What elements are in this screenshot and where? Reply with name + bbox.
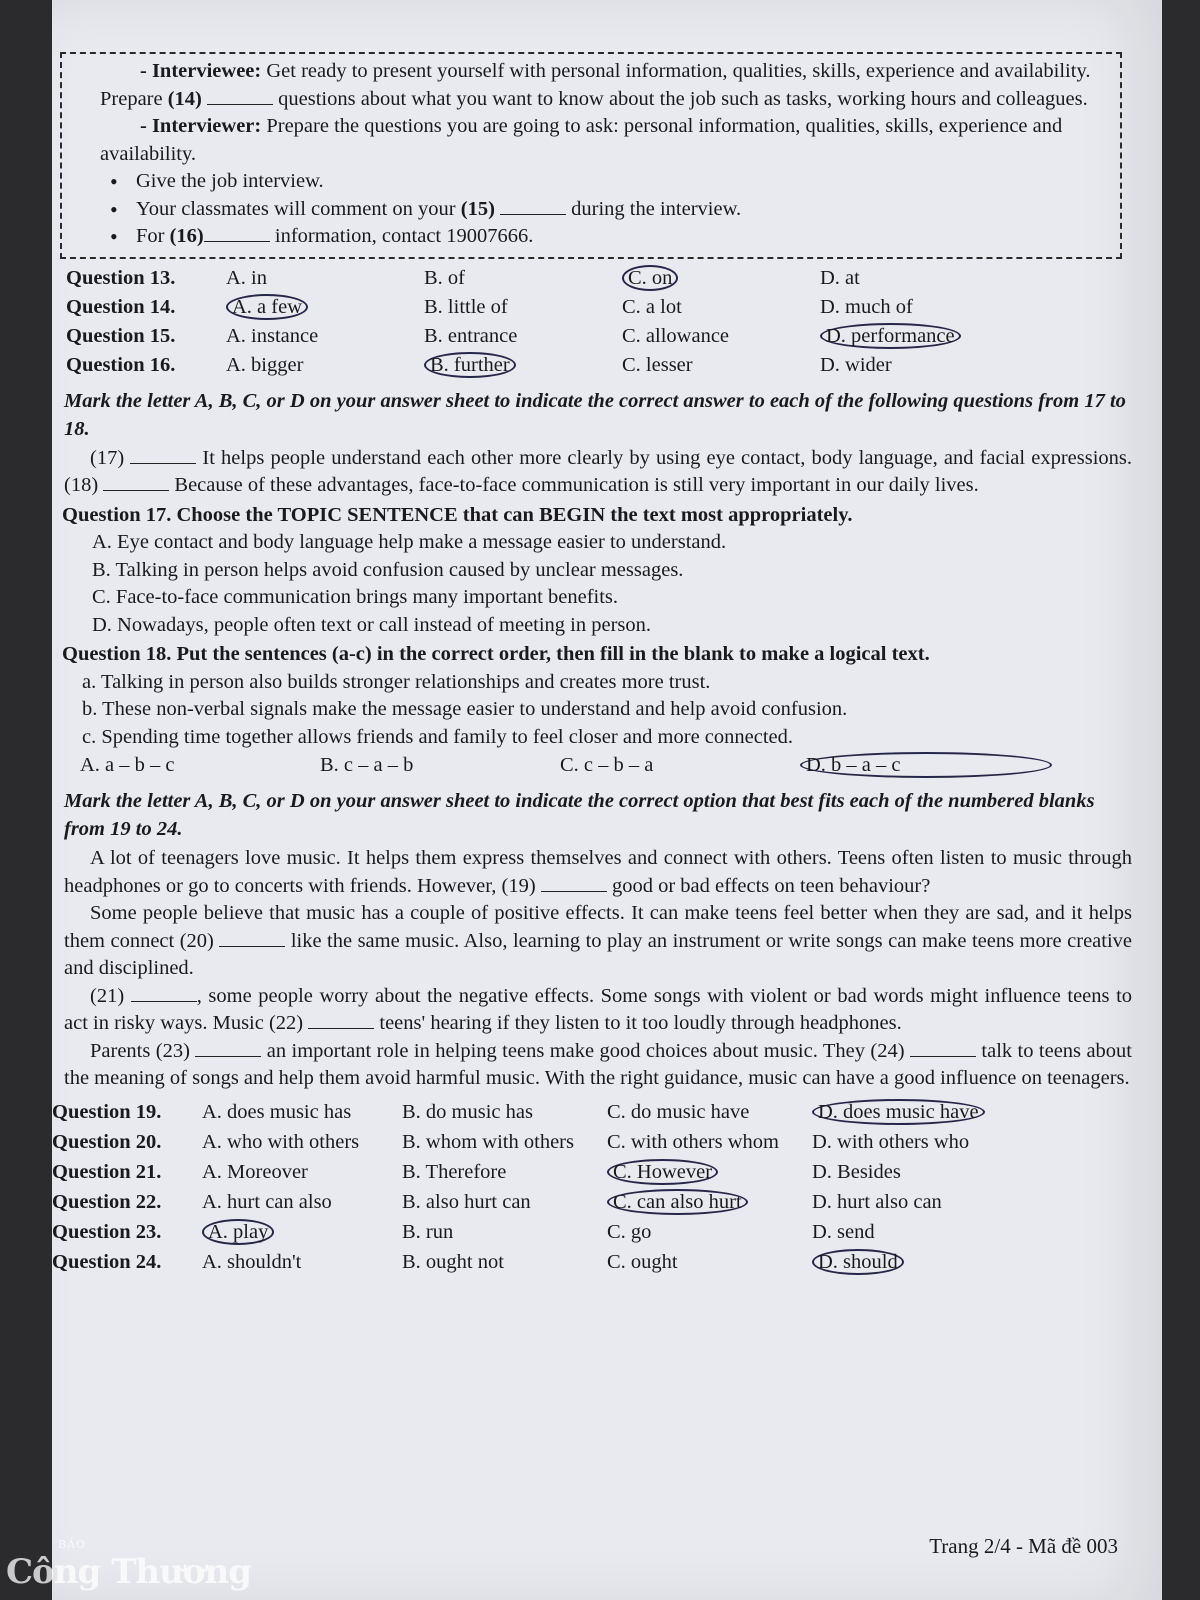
passage-paragraph-4 <box>64 1038 1132 1093</box>
bullet-3-text-b: information, contact 19007666. <box>269 225 534 247</box>
question-number: Question 14. <box>66 296 176 319</box>
option-a[interactable]: A. instance <box>226 325 319 348</box>
option-d[interactable]: D. with others who <box>812 1130 970 1153</box>
option-a[interactable]: A. shouldn't <box>202 1250 302 1273</box>
option-b[interactable]: B. entrance <box>424 325 518 348</box>
option-b[interactable]: B. ought not <box>402 1250 504 1273</box>
blank-19 <box>541 875 607 892</box>
option-b[interactable]: B. Therefore <box>402 1160 507 1183</box>
blank-18-label: (18) <box>64 474 99 496</box>
interviewer-paragraph <box>100 113 1110 168</box>
option-c[interactable]: C. ought <box>607 1250 678 1273</box>
option-a[interactable]: A. bigger <box>226 354 304 377</box>
p3-text-a: , some people worry about the negative effects. Some songs with violent or bad words might influence teens to act in risky ways. Music <box>64 984 1133 1034</box>
interviewer-label: - Interviewer: <box>140 115 262 137</box>
option-b[interactable]: B. also hurt can <box>402 1190 531 1213</box>
bullet-item <box>100 223 1110 251</box>
bullet-3-text-a: For <box>136 225 170 247</box>
option-d[interactable]: D. at <box>820 267 860 290</box>
blank-22-label: (22) <box>268 1012 304 1034</box>
p4-text-b: an important role in helping teens make good choices about music. They <box>261 1039 871 1062</box>
option-b[interactable]: B. run <box>402 1220 454 1243</box>
blank-23 <box>195 1040 261 1057</box>
interviewee-text-2: questions about what you want to know about the job such as tasks, working hours and colleagues. <box>273 87 1088 110</box>
blank-14-label: (14) <box>167 87 202 110</box>
option-a[interactable]: A. does music has <box>202 1100 352 1123</box>
bullet-item: • Give the job interview. <box>100 168 1110 196</box>
q18-sentence-b: b. These non-verbal signals make the message easier to understand and help avoid confusion. <box>82 698 848 720</box>
q18-option-b[interactable]: B. c – a – b <box>320 754 414 777</box>
p4-text-c: talk to teens about the meaning of songs and help them avoid harmful music. With the right guidance, music can have a good influence on teenagers. <box>64 1039 1132 1089</box>
page-footer: Trang 2/4 - Mã đề 003 <box>929 1534 1118 1558</box>
blank-24-label: (24) <box>870 1039 905 1062</box>
blank-24 <box>910 1040 976 1057</box>
blank-15 <box>500 198 566 215</box>
q18-option-c[interactable]: C. c – b – a <box>560 754 654 777</box>
p3-text-b: teens' hearing if they listen to it too loudly through headphones. <box>374 1012 902 1034</box>
blank-19-label: (19) <box>501 874 536 897</box>
question-number: Question 16. <box>66 354 176 377</box>
option-d[interactable]: D. much of <box>820 296 913 319</box>
blank-18 <box>103 474 169 491</box>
passage-text-1: It helps people understand each other more clearly by using eye contact, body language, and facial expressions. <box>196 446 1132 469</box>
bullet-item <box>100 196 1110 224</box>
passage-text-2: Because of these advantages, face-to-face communication is still very important in our daily lives. <box>169 474 979 496</box>
question-number: Question 19. <box>52 1100 162 1123</box>
blank-22 <box>308 1012 374 1029</box>
passage-paragraph-2 <box>64 900 1132 983</box>
q17-option-b[interactable]: B. Talking in person helps avoid confusion caused by unclear messages. <box>92 558 684 581</box>
interviewee-text-1: Get ready to present yourself with personal information, qualities, skills, experience and availability. Prepare <box>100 60 1091 110</box>
q18-sentence-a: a. Talking in person also builds stronger relationships and creates more trust. <box>82 670 711 693</box>
questions-13-16 <box>52 265 1132 381</box>
question-number: Question 21. <box>52 1160 162 1183</box>
question-number: Question 13. <box>66 267 176 290</box>
interviewee-paragraph <box>100 58 1110 113</box>
option-a[interactable]: A. hurt can also <box>202 1190 332 1213</box>
option-a-circled[interactable]: A. a few <box>226 294 308 320</box>
passage-17-18 <box>64 445 1132 500</box>
blank-14 <box>207 88 273 105</box>
blank-15-label: (15) <box>460 197 495 220</box>
option-d[interactable]: D. Besides <box>812 1160 901 1183</box>
blank-23-label: (23) <box>155 1039 190 1062</box>
option-a[interactable]: A. who with others <box>202 1130 360 1153</box>
blank-20-label: (20) <box>179 929 214 952</box>
q18-options <box>52 751 1132 781</box>
interviewee-label: - Interviewee: <box>140 60 262 82</box>
watermark-text: Công Thương <box>6 1552 251 1592</box>
option-b[interactable]: B. of <box>424 267 465 290</box>
exam-content <box>52 52 1132 1277</box>
question-number: Question 23. <box>52 1220 162 1243</box>
option-d[interactable]: D. hurt also can <box>812 1190 942 1213</box>
q18-sentence-c: c. Spending time together allows friends and family to feel closer and more connected. <box>82 725 794 748</box>
option-d[interactable]: D. send <box>812 1220 875 1243</box>
question-17-title: Question 17. Choose the TOPIC SENTENCE that can BEGIN the text most appropriately. <box>62 503 853 526</box>
instruction-19-24: Mark the letter A, B, C, or D on your answer sheet to indicate the correct option that best fits each of the numbered blanks from 19 to 24. <box>64 790 1095 840</box>
option-c[interactable]: C. lesser <box>622 354 693 377</box>
question-18-title: Question 18. Put the sentences (a-c) in the correct order, then fill in the blank to make a logical text. <box>62 643 930 665</box>
blank-16-label: (16) <box>169 225 204 247</box>
question-number: Question 22. <box>52 1190 162 1213</box>
blank-16 <box>204 225 270 242</box>
blank-20 <box>219 930 285 947</box>
interview-bullets <box>100 168 1110 251</box>
option-a[interactable]: A. in <box>226 267 267 290</box>
option-d-circled[interactable]: D. does music have <box>812 1099 985 1125</box>
q17-option-c[interactable]: C. Face-to-face communication brings many important benefits. <box>92 586 619 608</box>
q18-option-d-circled[interactable]: D. b – a – c <box>800 752 1052 778</box>
p1-text-b: good or bad effects on teen behaviour? <box>606 874 931 897</box>
question-row <box>52 265 1132 294</box>
instruction-17-18: Mark the letter A, B, C, or D on your answer sheet to indicate the correct answer to each of the following questions from 17 to 18. <box>64 389 1126 440</box>
option-c[interactable]: C. a lot <box>622 296 682 319</box>
q17-option-d[interactable]: D. Nowadays, people often text or call instead of meeting in person. <box>92 613 652 636</box>
bullet-2-text-b: during the interview. <box>566 197 742 220</box>
q18-option-a[interactable]: A. a – b – c <box>80 754 175 777</box>
question-row <box>52 294 1132 323</box>
question-row <box>52 323 1132 352</box>
passage-paragraph-3 <box>64 983 1132 1038</box>
blank-17 <box>130 447 196 464</box>
option-a-circled[interactable]: A. play <box>202 1219 274 1245</box>
question-number: Question 15. <box>66 325 176 348</box>
option-a[interactable]: A. Moreover <box>202 1160 308 1183</box>
option-c[interactable]: C. with others whom <box>607 1130 779 1153</box>
blank-21-label: (21) <box>90 984 125 1007</box>
p1-text-a: A lot of teenagers love music. It helps them express themselves and connect with others. Teens often listen to music through headphones or go to concerts with friends. However, <box>64 847 1132 897</box>
option-c-circled[interactable]: C. on <box>622 265 678 291</box>
questions-19-24 <box>52 1097 1132 1277</box>
interviewer-text: Prepare the questions you are going to ask: personal information, qualities, skills, experience and availability. <box>100 115 1063 165</box>
option-c[interactable]: C. go <box>607 1220 652 1243</box>
blank-21 <box>131 985 197 1002</box>
option-b[interactable]: B. whom with others <box>402 1130 574 1153</box>
q17-option-a[interactable]: A. Eye contact and body language help make a message easier to understand. <box>92 531 727 553</box>
option-c[interactable]: C. allowance <box>622 325 730 348</box>
option-d-circled[interactable]: D. performance <box>820 323 961 349</box>
publisher-watermark <box>6 1538 251 1592</box>
option-b[interactable]: B. do music has <box>402 1100 533 1123</box>
option-c-circled[interactable]: C. However <box>607 1159 718 1185</box>
option-d[interactable]: D. wider <box>820 354 892 377</box>
option-c-circled[interactable]: C. can also hurt <box>607 1189 748 1215</box>
bullet-2-text-a: Your classmates will comment on your <box>136 197 461 220</box>
question-number: Question 24. <box>52 1250 162 1273</box>
blank-17-label: (17) <box>90 446 125 469</box>
option-d-circled[interactable]: D. should <box>812 1249 904 1275</box>
watermark-small-text: BÁO <box>58 1538 87 1551</box>
question-number: Question 20. <box>52 1130 162 1153</box>
interview-notice-box <box>60 52 1122 259</box>
option-c[interactable]: C. do music have <box>607 1100 750 1123</box>
question-row <box>52 352 1132 381</box>
option-b-circled[interactable]: B. further <box>424 352 516 378</box>
passage-paragraph-1 <box>64 845 1132 900</box>
p2-text-b: like the same music. Also, learning to play an instrument or write songs can make teens more creative and disciplined. <box>64 929 1133 979</box>
p4-text-a: Parents <box>90 1039 156 1062</box>
p2-text-a: Some people believe that music has a couple of positive effects. It can make teens feel better when they are sad, and it helps them connect <box>64 902 1132 952</box>
option-b[interactable]: B. little of <box>424 296 508 319</box>
